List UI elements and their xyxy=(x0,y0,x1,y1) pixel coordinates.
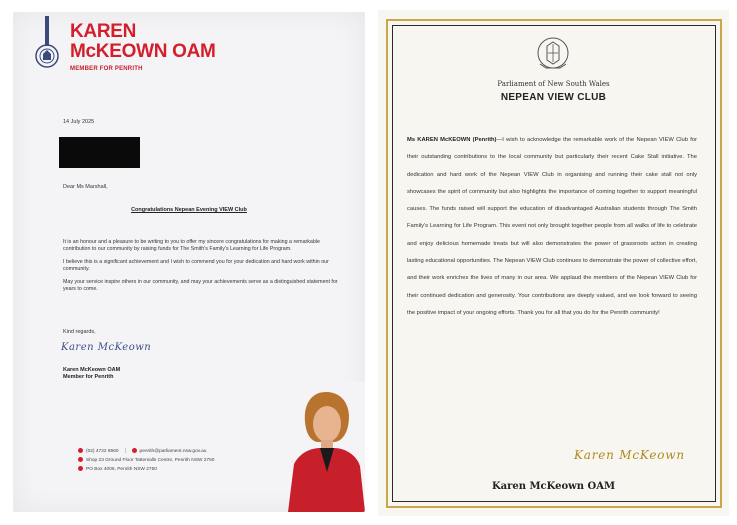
contact-details: (02) 4722 8660 penrith@parliament.nsw.gov.au Shop 23 Ground Floor Tattersalls Centre, Penrith NSW 2750 PO Box 4006, Penrith NSW 2750 xyxy=(78,447,214,474)
parliament-crest-icon xyxy=(33,16,61,72)
certificate-text: —I wish to acknowledge the remarkable work of the Nepean VIEW Club for their outstanding contributions to the local community but particularly their recent Cake Stall initiative. The dedication and hard work of the Nepean VIEW Club in organising and running their cake stall not only showcases the spirit of community but also highlights the importance of coming together to support meaningful causes. The funds raised will support the education of disadvantaged Australian students through The Smith Family's Learning for Life Program. This event not only brought together people from all walks of life to celebrate and enjoy delicious homemade treats but will also demonstrates the power of grassroots action in creating lasting educational opportunities. The Nepean VIEW Club continues to demonstrate the power of collective effort, and their work enriches the lives of many in our area. We applaud the members of the Nepean VIEW Club for their continued dedication and generosity. Your contributions are deeply valued, and we look forward to seeing the positive impact of your ongoing efforts. Thank you for all that you do for the Penrith community! xyxy=(407,137,697,316)
letterhead-name: KAREN McKEOWN OAM xyxy=(70,21,216,62)
letter-document xyxy=(13,12,365,512)
letterhead-role: MEMBER FOR PENRITH xyxy=(70,66,143,72)
letter-subject: Congratulations Nepean Evening VIEW Club xyxy=(131,207,247,213)
letter-paragraph: It is an honour and a pleasure to be writing to you to offer my sincere congratulations for making a remarkable contribution to our community by raising funds for The Smith's Family's Learning for Life Program. xyxy=(63,239,320,252)
speaker-name: Ms KAREN McKEOWN (Penrith) xyxy=(407,137,497,143)
handwritten-signature: Karen McKeown xyxy=(61,342,152,353)
club-title: NEPEAN VIEW CLUB xyxy=(500,92,607,103)
gold-signature: Karen McKeown xyxy=(574,448,685,462)
redacted-address-block xyxy=(59,137,140,168)
parliament-crest-icon xyxy=(536,34,570,72)
letter-body xyxy=(63,239,338,299)
parliament-certificate xyxy=(378,10,729,516)
letter-paragraph: May your service inspire others in our community, and may your achievements serve as a distinguished statement for years to come. xyxy=(63,279,338,292)
letter-date: 14 July 2025 xyxy=(63,119,95,125)
closing: Kind regards, xyxy=(63,329,96,335)
letter-paragraph: I believe this is a significant achievement and I wish to commend you for your dedication and hard work within our community. xyxy=(63,259,329,272)
salutation: Dear Ms Marshall, xyxy=(63,184,108,190)
parliament-title: Parliament of New South Wales xyxy=(497,80,610,88)
location-icon xyxy=(78,457,83,462)
email-icon xyxy=(132,448,137,453)
signoff-block: Karen McKeown OAM Member for Penrith xyxy=(63,367,121,380)
certificate-body xyxy=(407,132,697,322)
phone-icon xyxy=(78,448,83,453)
portrait-photo xyxy=(288,382,365,512)
mailbox-icon xyxy=(78,466,83,471)
certificate-signatory: Karen McKeown OAM xyxy=(491,481,616,492)
